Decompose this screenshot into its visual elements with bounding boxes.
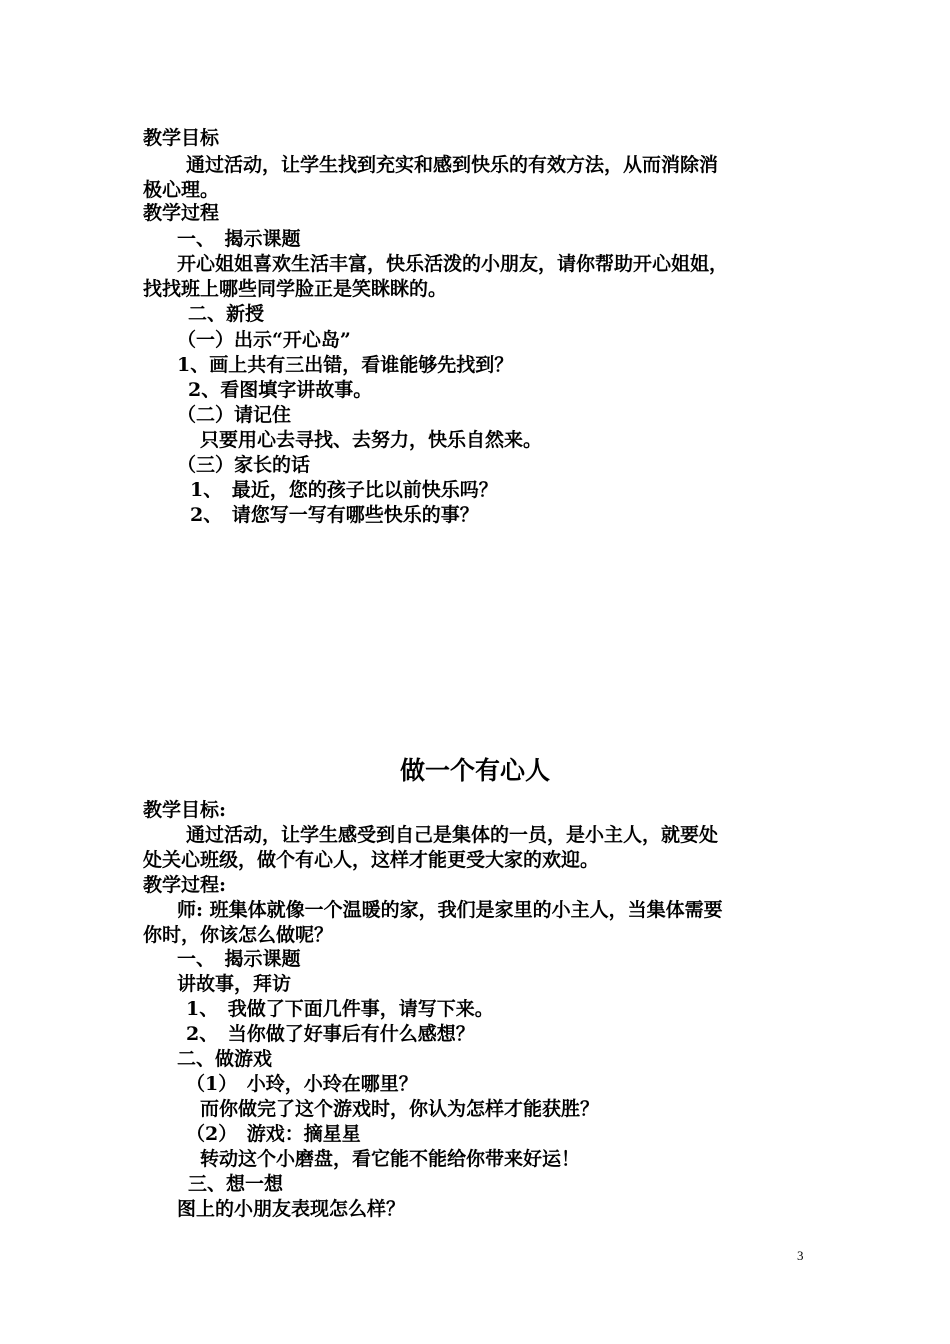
lesson1-sub3-heading: （三）家长的话 <box>177 454 311 476</box>
lesson2-process-heading: 教学过程: <box>143 874 227 896</box>
lesson2-game2-text: 转动这个小磨盘，看它能不能给你带来好运！ <box>200 1148 581 1170</box>
lesson2-intro-line1: 师: 班集体就像一个温暖的家，我们是家里的小主人，当集体需要 <box>177 899 723 921</box>
lesson2-section2-heading: 二、做游戏 <box>177 1048 273 1070</box>
lesson1-sub3-item1: 1、 最近，您的孩子比以前快乐吗？ <box>190 479 498 501</box>
lesson1-sub1-heading: （一）出示“开心岛” <box>177 329 351 351</box>
lesson2-section1-sub: 讲故事，拜访 <box>177 973 292 995</box>
lesson2-game1: （1） 小玲，小玲在哪里？ <box>186 1073 418 1095</box>
lesson1-sub2-text: 只要用心去寻找、去努力，快乐自然来。 <box>200 429 543 451</box>
lesson1-sub1-item2: 2、看图填字讲故事。 <box>188 379 373 401</box>
lesson1-sub3-item2: 2、 请您写一写有哪些快乐的事？ <box>190 504 479 526</box>
lesson2-game2: （2） 游戏：摘星星 <box>186 1123 361 1145</box>
lesson2-section1-item2: 2、 当你做了好事后有什么感想？ <box>186 1023 475 1045</box>
lesson1-goal-text-line2: 极心理。 <box>143 179 220 201</box>
lesson1-sub1-item1: 1、画上共有三出错，看谁能够先找到？ <box>177 354 514 376</box>
lesson2-section1-heading: 一、 揭示课题 <box>177 948 301 970</box>
lesson2-section3-heading: 三、想一想 <box>188 1173 284 1195</box>
lesson2-goal-text-line2: 处关心班级，做个有心人，这样才能更受大家的欢迎。 <box>143 849 600 871</box>
lesson1-goal-text-line1: 通过活动，让学生找到充实和感到快乐的有效方法，从而消除消 <box>186 154 719 176</box>
lesson2-goal-heading: 教学目标: <box>143 799 227 821</box>
lesson1-process-heading: 教学过程 <box>143 202 220 224</box>
lesson1-section1-text-line2: 找找班上哪些同学脸正是笑眯眯的。 <box>143 278 448 300</box>
lesson1-goal-heading: 教学目标 <box>143 127 220 149</box>
lesson2-section3-text: 图上的小朋友表现怎么样？ <box>177 1198 406 1220</box>
lesson2-intro-line2: 你时，你该怎么做呢？ <box>143 924 334 946</box>
lesson1-section2-heading: 二、新授 <box>188 303 265 325</box>
lesson1-section1-heading: 一、 揭示课题 <box>177 228 301 250</box>
lesson1-sub2-heading: （二）请记住 <box>177 404 292 426</box>
lesson1-section1-text-line1: 开心姐姐喜欢生活丰富，快乐活泼的小朋友，请你帮助开心姐姐， <box>177 253 729 275</box>
lesson2-title: 做一个有心人 <box>399 756 550 785</box>
lesson2-game1-text: 而你做完了这个游戏时，你认为怎样才能获胜？ <box>200 1098 600 1120</box>
lesson2-goal-text-line1: 通过活动，让学生感受到自己是集体的一员，是小主人，就要处 <box>186 824 719 846</box>
page-number: 3 <box>797 1248 804 1263</box>
lesson2-section1-item1: 1、 我做了下面几件事，请写下来。 <box>186 998 494 1020</box>
